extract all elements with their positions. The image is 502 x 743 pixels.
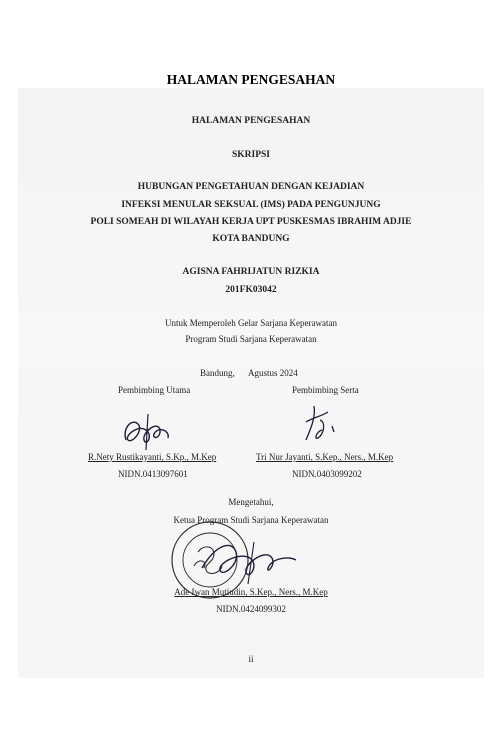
thesis-title-line-1: HUBUNGAN PENGETAHUAN DENGAN KEJADIAN (137, 182, 365, 192)
page-number: ii (248, 654, 254, 664)
advisor1-role: Pembimbing Utama (118, 385, 191, 395)
advisor2-nidn: NIDN.0403099202 (292, 469, 362, 479)
date: Agustus 2024 (248, 368, 298, 378)
purpose-line-1: Untuk Memperoleh Gelar Sarjana Keperawatan (165, 318, 337, 328)
thesis-title-line-3: POLI SOMEAH DI WILAYAH KERJA UPT PUSKESMAS IBRAHIM ADJIE (90, 217, 412, 227)
scan-heading: HALAMAN PENGESAHAN (191, 116, 311, 126)
head-name: Ade Iwan Mutiudin, S.Kep., Ners., M.Kep (174, 587, 328, 597)
page-heading: HALAMAN PENGESAHAN (166, 72, 336, 87)
advisor2-role: Pembimbing Serta (292, 385, 359, 395)
approval-role: Ketua Program Studi Sarjana Keperawatan (173, 515, 329, 525)
author-name: AGISNA FAHRIJATUN RIZKIA (182, 267, 320, 277)
advisor1-name: R.Nety Rustikayanti, S.Kp., M.Kep (88, 452, 217, 462)
head-nidn: NIDN.0424099302 (216, 604, 286, 614)
thesis-title-line-4: KOTA BANDUNG (212, 234, 290, 244)
approval-label: Mengetahui, (228, 497, 274, 507)
author-id: 201FK03042 (225, 285, 277, 295)
doc-type: SKRIPSI (231, 150, 270, 160)
purpose-line-2: Program Studi Sarjana Keperawatan (185, 334, 317, 344)
signature-advisor2 (296, 400, 346, 450)
advisor1-nidn: NIDN.0413097601 (118, 469, 188, 479)
signature-head (196, 534, 306, 590)
signature-advisor1 (118, 410, 178, 454)
advisor2-name: Tri Nur Jayanti, S.Kep., Ners., M.Kep (256, 452, 394, 462)
thesis-title-line-2: INFEKSI MENULAR SEKSUAL (IMS) PADA PENGUNJUNG (121, 200, 381, 210)
place: Bandung, (200, 368, 235, 378)
